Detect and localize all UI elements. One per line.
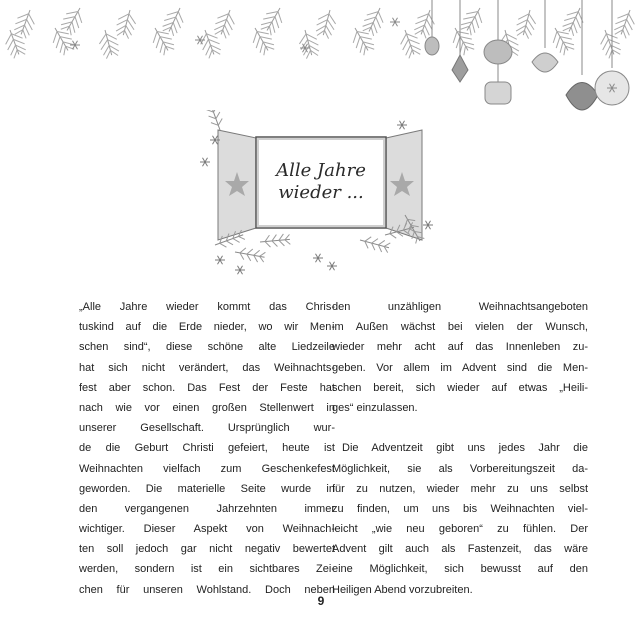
heading-line-2: wieder ... [278,182,364,203]
text-line: ges“ einzulassen. [332,401,418,414]
text-line: Advent gilt auch als Fastenzeit, das wäre [332,543,588,556]
text-line: wichtiger. Dieser Aspekt von Weihnach- [79,523,335,536]
page-number: 9 [317,594,325,608]
text-column-left [79,297,335,600]
text-line: fest aber schon. Das Fest der Feste hat [79,381,335,394]
text-line: ten soll jedoch gar nicht negativ bewertet [79,543,335,556]
text-line: den unzähligen Weihnachtsangeboten [332,301,588,313]
text-line: de die Geburt Christi gefeiert, heute ist [79,442,335,455]
text-line: Weihnachten vielfach zum Geschenkefest [79,462,335,475]
text-line: werden, sondern ist ein sichtbares Zei- [79,563,335,576]
text-line: leicht „wie neu geboren“ zu fühlen. Der [332,523,588,536]
text-line: zu finden, um uns bis Weihnachten viel- [332,502,588,515]
text-line: nach wie vor einen großen Stellenwert in [79,401,335,414]
text-line: für zu nutzen, wieder mehr zu uns selbst [332,482,588,495]
text-line: „Alle Jahre wieder kommt das Chris- [79,301,335,313]
text-line: Die Adventzeit gibt uns jedes Jahr die [342,442,588,455]
heading-line-1: Alle Jahre [276,160,366,181]
text-line: unserer Gesellschaft. Ursprünglich wur- [79,422,335,435]
text-line: tuskind auf die Erde nieder, wo wir Men- [79,321,335,334]
text-line: schen bereit, sich wieder auf etwas „Heili- [332,381,588,394]
text-line: eine Möglichkeit, sich bewusst auf den [332,563,588,576]
chapter-heading [256,137,386,227]
text-line: hat sich nicht verändert, das Weihnachts- [79,361,335,374]
text-line: wieder mehr acht auf das Innenleben zu- [332,341,588,354]
text-column-right [332,297,588,600]
text-line: geworden. Die materielle Seite wurde in [79,482,335,495]
text-line: schen sind“, diese schöne alte Liedzeile [79,341,335,354]
text-line: im Außen wächst bei vielen der Wunsch, [332,321,588,334]
text-line: chen für unseren Wohlstand. Doch neben [79,583,335,596]
text-line: Möglichkeit, sie als Vorbereitungszeit da- [332,462,588,475]
text-line: den vergangenen Jahrzehnten immer [79,502,335,515]
text-line: Heiligen Abend vorzubreiten. [332,583,473,596]
text-line: geben. Vor allem im Advent sind die Men- [332,361,588,374]
paragraph-gap [332,418,588,438]
